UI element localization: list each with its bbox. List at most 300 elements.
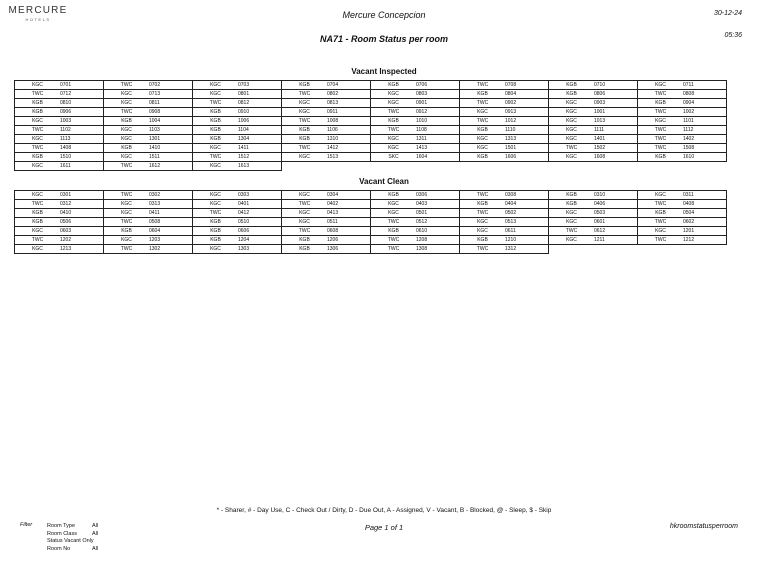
room-cell bbox=[638, 191, 727, 200]
room-cell bbox=[15, 227, 104, 236]
room-grid-vacant-clean bbox=[14, 190, 727, 254]
table-row bbox=[15, 245, 727, 254]
room-type: KGC bbox=[121, 154, 132, 160]
room-number: 0310 bbox=[594, 192, 606, 198]
table-row bbox=[15, 153, 727, 162]
room-number: 0911 bbox=[327, 109, 338, 115]
room-cell bbox=[371, 117, 460, 126]
room-cell bbox=[193, 162, 282, 171]
room-cell bbox=[638, 126, 727, 135]
room-cell bbox=[460, 218, 549, 227]
room-number: 1208 bbox=[416, 237, 428, 243]
room-cell bbox=[15, 236, 104, 245]
room-number: 1201 bbox=[683, 228, 695, 234]
room-type: KGC bbox=[32, 82, 43, 88]
room-type: KGC bbox=[566, 136, 577, 142]
room-cell bbox=[193, 135, 282, 144]
room-number: 1606 bbox=[505, 154, 517, 160]
room-number: 1204 bbox=[238, 237, 250, 243]
room-number: 0902 bbox=[505, 100, 517, 106]
room-type: TWC bbox=[654, 136, 667, 142]
page-indicator: Page 1 of 1 bbox=[364, 523, 404, 532]
room-type: KGC bbox=[299, 210, 310, 216]
room-number: 0513 bbox=[505, 219, 517, 225]
room-number: 0802 bbox=[327, 91, 339, 97]
room-number: 0412 bbox=[238, 210, 250, 216]
filter-name: Room No bbox=[47, 545, 71, 552]
room-type: KGB bbox=[210, 228, 221, 234]
room-number: 0701 bbox=[60, 82, 72, 88]
room-number: 0702 bbox=[149, 82, 161, 88]
room-type: TWC bbox=[120, 109, 133, 115]
room-cell bbox=[104, 99, 193, 108]
room-number: 0703 bbox=[238, 82, 250, 88]
room-cell bbox=[193, 81, 282, 90]
room-type: TWC bbox=[387, 237, 400, 243]
room-type: KGC bbox=[655, 82, 666, 88]
room-type: KGC bbox=[566, 154, 577, 160]
room-type: KGC bbox=[299, 109, 310, 115]
room-type: KGC bbox=[388, 210, 399, 216]
room-type: TWC bbox=[298, 228, 311, 234]
room-type: KGC bbox=[210, 91, 221, 97]
room-number: 0410 bbox=[60, 210, 72, 216]
room-cell bbox=[638, 81, 727, 90]
room-cell bbox=[371, 144, 460, 153]
room-cell bbox=[193, 191, 282, 200]
room-cell bbox=[460, 81, 549, 90]
room-type: KGC bbox=[210, 201, 221, 207]
table-row bbox=[15, 108, 727, 117]
room-cell bbox=[15, 90, 104, 99]
room-number: 0901 bbox=[416, 100, 428, 106]
room-number: 0811 bbox=[149, 100, 160, 106]
room-cell bbox=[104, 218, 193, 227]
logo-wordmark: MERCURE bbox=[8, 5, 68, 16]
room-cell bbox=[549, 126, 638, 135]
room-number: 0812 bbox=[238, 100, 250, 106]
status-legend: * - Sharer, # - Day Use, C - Check Out / Dirty, D - Due Out, A - Assigned, V - Vacant, B - Blocked, @ - Sleep, $ - Skip bbox=[216, 507, 552, 514]
room-type: TWC bbox=[387, 127, 400, 133]
room-number: 0610 bbox=[416, 228, 428, 234]
room-type: SKC bbox=[388, 154, 399, 160]
room-number: 1610 bbox=[683, 154, 695, 160]
room-cell bbox=[282, 135, 371, 144]
room-cell bbox=[282, 191, 371, 200]
room-type: KGB bbox=[299, 237, 310, 243]
room-type: KGB bbox=[121, 228, 132, 234]
room-number: 1608 bbox=[594, 154, 606, 160]
room-type: KGB bbox=[32, 210, 43, 216]
room-number: 0508 bbox=[149, 219, 161, 225]
room-number: 1402 bbox=[683, 136, 695, 142]
room-cell bbox=[15, 108, 104, 117]
room-number: 1102 bbox=[60, 127, 71, 133]
room-cell bbox=[371, 191, 460, 200]
room-cell bbox=[193, 209, 282, 218]
room-number: 0910 bbox=[238, 109, 250, 115]
room-type: TWC bbox=[476, 82, 489, 88]
room-number: 0913 bbox=[505, 109, 517, 115]
room-type: TWC bbox=[209, 210, 222, 216]
room-number: 0806 bbox=[594, 91, 606, 97]
room-cell bbox=[371, 200, 460, 209]
room-number: 1401 bbox=[594, 136, 606, 142]
room-number: 0503 bbox=[594, 210, 606, 216]
room-type: TWC bbox=[31, 145, 44, 151]
room-cell bbox=[638, 90, 727, 99]
room-number: 1604 bbox=[416, 154, 428, 160]
room-type: KGB bbox=[210, 219, 221, 225]
room-cell bbox=[282, 245, 371, 254]
filter-name: Room Type bbox=[47, 523, 76, 529]
room-number: 0308 bbox=[505, 192, 517, 198]
room-number: 1012 bbox=[505, 118, 517, 124]
room-number: 0406 bbox=[594, 201, 606, 207]
room-type: KGC bbox=[566, 100, 577, 106]
room-number: 1306 bbox=[327, 246, 339, 252]
room-number: 1001 bbox=[594, 109, 606, 115]
room-type: KGC bbox=[32, 228, 43, 234]
room-cell bbox=[104, 90, 193, 99]
report-title: NA71 - Room Status per room bbox=[319, 34, 449, 44]
room-type: KGB bbox=[388, 192, 399, 198]
room-cell bbox=[460, 90, 549, 99]
room-cell bbox=[104, 162, 193, 171]
room-cell bbox=[638, 153, 727, 162]
room-cell bbox=[460, 144, 549, 153]
room-type: KGB bbox=[566, 91, 577, 97]
section-title-vacant-inspected: Vacant Inspected bbox=[351, 67, 417, 76]
room-number: 0708 bbox=[505, 82, 517, 88]
room-cell bbox=[282, 117, 371, 126]
room-type: TWC bbox=[476, 210, 489, 216]
table-row bbox=[15, 162, 727, 171]
room-number: 0303 bbox=[238, 192, 250, 198]
hotel-name: Mercure Concepcion bbox=[342, 10, 426, 20]
room-type: KGB bbox=[210, 109, 221, 115]
room-number: 0511 bbox=[327, 219, 338, 225]
room-cell bbox=[104, 200, 193, 209]
room-type: TWC bbox=[209, 154, 222, 160]
room-type: KGB bbox=[566, 201, 577, 207]
room-number: 0704 bbox=[327, 82, 339, 88]
room-type: KGC bbox=[121, 237, 132, 243]
room-cell bbox=[460, 108, 549, 117]
room-number: 1006 bbox=[238, 118, 250, 124]
room-type: KGB bbox=[477, 154, 488, 160]
room-number: 0606 bbox=[238, 228, 250, 234]
room-number: 1203 bbox=[149, 237, 161, 243]
room-number: 1310 bbox=[327, 136, 339, 142]
room-number: 0611 bbox=[505, 228, 516, 234]
room-type: KGC bbox=[477, 219, 488, 225]
room-number: 0408 bbox=[683, 201, 695, 207]
room-number: 1002 bbox=[683, 109, 695, 115]
room-cell bbox=[282, 209, 371, 218]
room-cell bbox=[371, 81, 460, 90]
room-cell bbox=[460, 209, 549, 218]
room-number: 1013 bbox=[594, 118, 606, 124]
room-type: KGC bbox=[210, 145, 221, 151]
room-number: 1611 bbox=[60, 163, 71, 169]
room-cell bbox=[193, 200, 282, 209]
room-number: 1303 bbox=[238, 246, 250, 252]
room-cell bbox=[460, 200, 549, 209]
room-type: KGB bbox=[32, 100, 43, 106]
room-cell bbox=[282, 108, 371, 117]
room-type: TWC bbox=[298, 201, 311, 207]
room-type: KGC bbox=[655, 118, 666, 124]
room-type: TWC bbox=[120, 246, 133, 252]
room-number: 0803 bbox=[416, 91, 428, 97]
room-type: KGC bbox=[388, 136, 399, 142]
room-cell bbox=[104, 108, 193, 117]
room-number: 1111 bbox=[594, 127, 605, 133]
room-number: 1304 bbox=[238, 136, 250, 142]
room-cell bbox=[460, 245, 549, 254]
room-cell bbox=[104, 126, 193, 135]
room-type: KGB bbox=[477, 237, 488, 243]
room-cell bbox=[371, 126, 460, 135]
table-row bbox=[15, 236, 727, 245]
room-cell bbox=[282, 90, 371, 99]
room-number: 0908 bbox=[149, 109, 161, 115]
room-type: KGB bbox=[32, 154, 43, 160]
room-type: KGC bbox=[566, 127, 577, 133]
room-cell bbox=[104, 144, 193, 153]
room-type: KGC bbox=[210, 192, 221, 198]
room-type: TWC bbox=[120, 163, 133, 169]
room-number: 1101 bbox=[683, 118, 694, 124]
room-number: 1004 bbox=[149, 118, 161, 124]
room-type: KGB bbox=[388, 118, 399, 124]
room-cell bbox=[104, 191, 193, 200]
room-cell bbox=[638, 99, 727, 108]
filter-value: All bbox=[92, 545, 99, 552]
room-type: KGC bbox=[477, 145, 488, 151]
room-number: 1302 bbox=[149, 246, 161, 252]
table-row bbox=[15, 135, 727, 144]
room-type: KGC bbox=[210, 82, 221, 88]
room-cell bbox=[282, 200, 371, 209]
room-type: KGC bbox=[477, 228, 488, 234]
room-type: KGB bbox=[477, 91, 488, 97]
room-number: 1206 bbox=[327, 237, 339, 243]
room-number: 0612 bbox=[594, 228, 606, 234]
room-cell bbox=[15, 162, 104, 171]
room-number: 0304 bbox=[327, 192, 339, 198]
section-title-vacant-clean: Vacant Clean bbox=[359, 177, 409, 186]
table-row bbox=[15, 90, 727, 99]
room-cell bbox=[371, 153, 460, 162]
room-cell bbox=[371, 209, 460, 218]
room-cell bbox=[460, 227, 549, 236]
room-number: 0502 bbox=[505, 210, 517, 216]
room-cell bbox=[549, 99, 638, 108]
room-number: 1213 bbox=[60, 246, 72, 252]
filter-name: Room Class bbox=[47, 530, 77, 537]
room-cell bbox=[282, 126, 371, 135]
room-type: KGB bbox=[388, 82, 399, 88]
room-cell bbox=[15, 245, 104, 254]
room-cell bbox=[15, 144, 104, 153]
room-type: KGB bbox=[121, 145, 132, 151]
room-type: KGC bbox=[121, 201, 132, 207]
room-number: 0712 bbox=[60, 91, 72, 97]
room-cell bbox=[371, 218, 460, 227]
room-number: 0301 bbox=[60, 192, 72, 198]
room-number: 1312 bbox=[505, 246, 517, 252]
room-cell bbox=[15, 191, 104, 200]
room-number: 1411 bbox=[238, 145, 249, 151]
room-type: KGC bbox=[121, 210, 132, 216]
room-cell bbox=[549, 144, 638, 153]
room-number: 0402 bbox=[327, 201, 339, 207]
room-cell bbox=[193, 236, 282, 245]
room-cell bbox=[371, 108, 460, 117]
room-cell bbox=[15, 135, 104, 144]
room-number: 0912 bbox=[416, 109, 428, 115]
room-type: KGC bbox=[299, 100, 310, 106]
room-number: 0401 bbox=[238, 201, 250, 207]
room-number: 0501 bbox=[416, 210, 428, 216]
room-type: KGC bbox=[299, 219, 310, 225]
room-type: TWC bbox=[31, 237, 44, 243]
room-cell bbox=[193, 227, 282, 236]
room-type: KGC bbox=[210, 163, 221, 169]
room-number: 1108 bbox=[416, 127, 427, 133]
room-cell bbox=[460, 153, 549, 162]
room-cell bbox=[104, 117, 193, 126]
room-cell bbox=[549, 218, 638, 227]
room-cell bbox=[193, 153, 282, 162]
room-cell bbox=[371, 245, 460, 254]
room-type: TWC bbox=[654, 91, 667, 97]
room-number: 1412 bbox=[327, 145, 339, 151]
room-cell bbox=[15, 209, 104, 218]
room-number: 0804 bbox=[505, 91, 517, 97]
room-number: 0302 bbox=[149, 192, 161, 198]
room-type: KGB bbox=[32, 109, 43, 115]
room-number: 1410 bbox=[149, 145, 161, 151]
room-cell bbox=[104, 135, 193, 144]
room-cell bbox=[460, 135, 549, 144]
room-type: KGC bbox=[32, 136, 43, 142]
room-type: TWC bbox=[654, 109, 667, 115]
room-number: 1408 bbox=[60, 145, 72, 151]
table-row bbox=[15, 218, 727, 227]
room-number: 1212 bbox=[683, 237, 695, 243]
room-number: 1313 bbox=[505, 136, 517, 142]
table-row bbox=[15, 144, 727, 153]
room-type: TWC bbox=[565, 228, 578, 234]
room-type: TWC bbox=[387, 219, 400, 225]
room-cell bbox=[549, 209, 638, 218]
room-type: KGC bbox=[388, 91, 399, 97]
room-type: TWC bbox=[476, 100, 489, 106]
filter-value: All bbox=[92, 523, 99, 529]
room-cell bbox=[15, 200, 104, 209]
room-number: 1301 bbox=[149, 136, 161, 142]
room-type: TWC bbox=[120, 219, 133, 225]
room-type: KGB bbox=[566, 82, 577, 88]
room-cell bbox=[549, 135, 638, 144]
room-cell bbox=[638, 135, 727, 144]
room-type: KGB bbox=[299, 127, 310, 133]
room-number: 0413 bbox=[327, 210, 339, 216]
room-number: 0404 bbox=[505, 201, 517, 207]
room-number: 0504 bbox=[683, 210, 695, 216]
room-number: 1612 bbox=[149, 163, 161, 169]
room-type: TWC bbox=[654, 201, 667, 207]
room-cell bbox=[282, 99, 371, 108]
room-type: KGB bbox=[32, 219, 43, 225]
room-type: KGC bbox=[32, 118, 43, 124]
room-cell bbox=[460, 117, 549, 126]
room-type: KGC bbox=[477, 109, 488, 115]
room-type: KGC bbox=[566, 118, 577, 124]
room-cell bbox=[549, 227, 638, 236]
room-cell bbox=[549, 81, 638, 90]
room-type: KGB bbox=[655, 100, 666, 106]
room-type: KGB bbox=[210, 136, 221, 142]
room-number: 0510 bbox=[238, 219, 250, 225]
room-type: KGB bbox=[299, 246, 310, 252]
room-number: 0603 bbox=[60, 228, 72, 234]
room-cell bbox=[282, 227, 371, 236]
room-type: KGC bbox=[388, 201, 399, 207]
report-date: 30-12-24 bbox=[713, 10, 742, 17]
report-time: 05:36 bbox=[724, 32, 742, 39]
room-number: 1211 bbox=[594, 237, 605, 243]
room-number: 0706 bbox=[416, 82, 428, 88]
logo-subtext: HOTELS bbox=[25, 17, 51, 22]
room-cell bbox=[371, 90, 460, 99]
room-cell bbox=[193, 117, 282, 126]
room-type: KGC bbox=[121, 127, 132, 133]
room-number: 0313 bbox=[149, 201, 161, 207]
room-cell bbox=[549, 153, 638, 162]
room-number: 0411 bbox=[149, 210, 160, 216]
room-cell bbox=[638, 209, 727, 218]
room-type: TWC bbox=[120, 82, 133, 88]
table-row bbox=[15, 99, 727, 108]
room-type: TWC bbox=[476, 118, 489, 124]
room-type: KGB bbox=[566, 192, 577, 198]
room-type: KGC bbox=[299, 154, 310, 160]
room-cell bbox=[193, 218, 282, 227]
room-cell bbox=[104, 227, 193, 236]
room-type: TWC bbox=[31, 127, 44, 133]
room-type: KGC bbox=[32, 246, 43, 252]
room-type: KGC bbox=[566, 237, 577, 243]
table-row bbox=[15, 126, 727, 135]
room-type: KGB bbox=[388, 228, 399, 234]
room-cell bbox=[104, 209, 193, 218]
room-cell bbox=[282, 153, 371, 162]
room-number: 1210 bbox=[505, 237, 517, 243]
room-type: TWC bbox=[654, 145, 667, 151]
room-number: 0710 bbox=[594, 82, 606, 88]
room-type: TWC bbox=[565, 145, 578, 151]
room-type: KGB bbox=[299, 136, 310, 142]
room-number: 1512 bbox=[238, 154, 250, 160]
room-cell bbox=[460, 126, 549, 135]
room-number: 1110 bbox=[505, 127, 516, 133]
room-cell bbox=[549, 117, 638, 126]
room-cell bbox=[193, 245, 282, 254]
